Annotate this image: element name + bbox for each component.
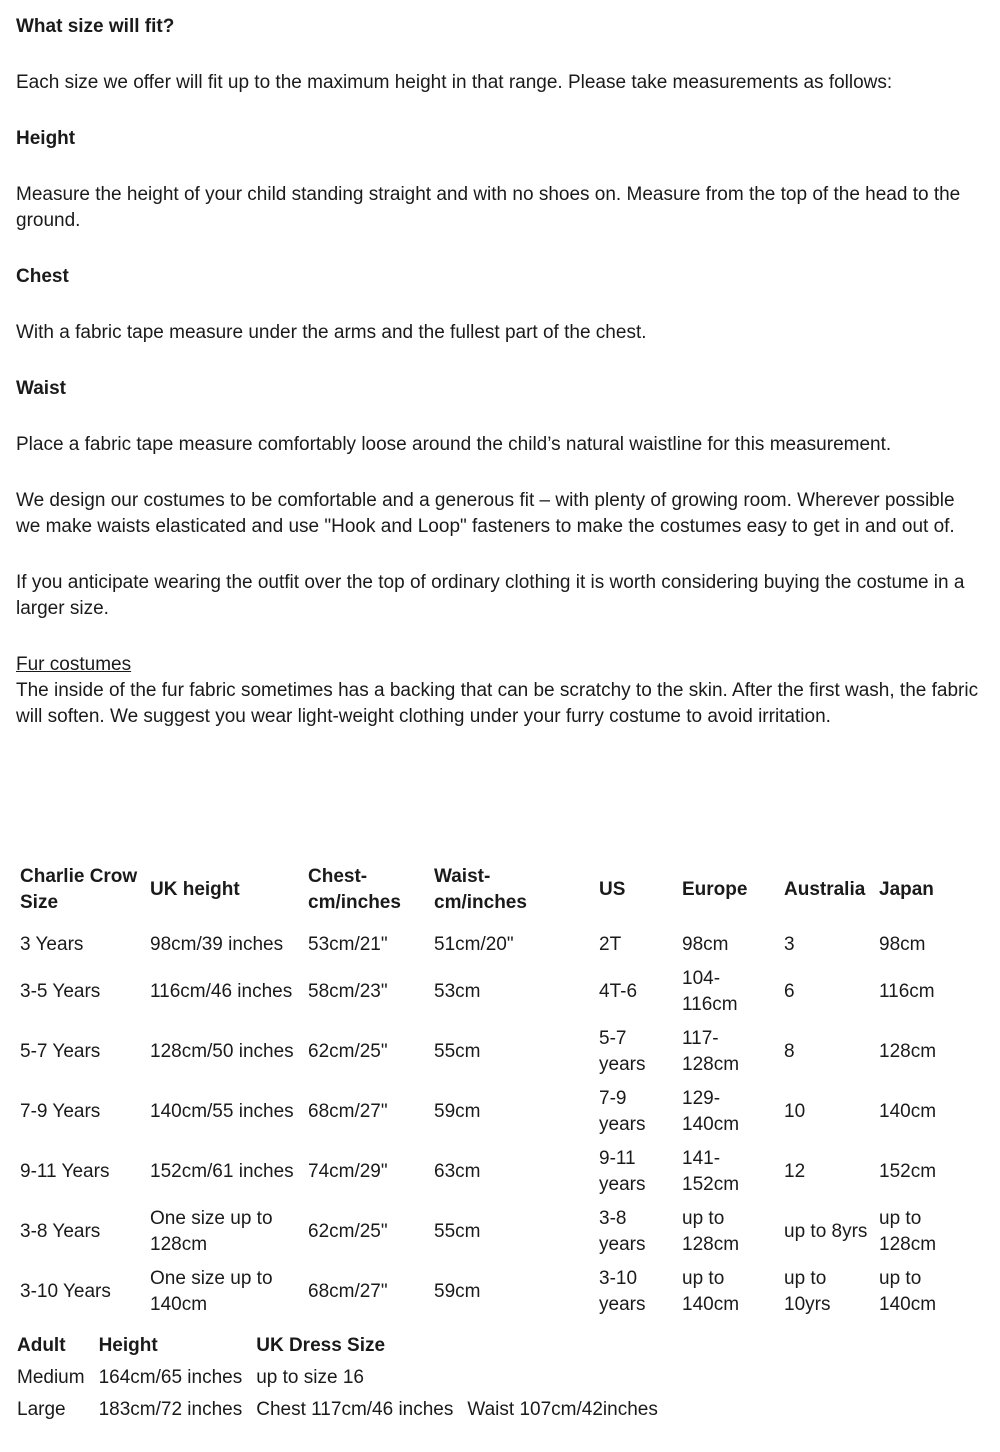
adult-header-row [17,1330,672,1362]
table-cell: 183cm/72 inches [98,1399,243,1420]
table-cell: 12 [784,1161,806,1182]
table-cell: 3-10 years [599,1268,646,1315]
header-europe: Europe [682,879,748,900]
table-cell: 68cm/27" [308,1101,388,1122]
table-cell: 3-10 Years [20,1281,111,1302]
page-title: What size will fit? [16,16,175,37]
table-cell: up to size 16 [256,1367,364,1388]
table-row [17,1362,672,1394]
table-row [20,1142,980,1202]
height-paragraph: Measure the height of your child standing straight and with no shoes on. Measure from the top of the head to the ground. [16,184,961,231]
table-cell: 140cm [879,1101,937,1122]
height-heading: Height [16,128,76,149]
table-cell: 6 [784,981,795,1002]
table-cell: up to 128cm [879,1208,937,1255]
table-cell: 140cm/55 inches [150,1101,294,1122]
table-cell: 58cm/23" [308,981,388,1002]
table-cell: 117-128cm [682,1028,740,1075]
table-cell: One size up to 140cm [150,1268,273,1315]
table-row [20,928,980,962]
table-cell: 62cm/25" [308,1041,388,1062]
table-cell: 98cm/39 inches [150,934,284,955]
table-cell: 53cm [434,981,481,1002]
table-cell: 98cm [682,934,729,955]
table-row [20,1082,980,1142]
fur-costumes-heading: Fur costumes [16,654,132,675]
table-cell: 59cm [434,1281,481,1302]
table-cell: 62cm/25" [308,1221,388,1242]
size-chart-header-row [20,860,980,928]
table-cell: 5-7 Years [20,1041,101,1062]
table-row [20,1262,980,1322]
table-cell: Waist 107cm/42inches [467,1399,658,1420]
table-cell: 59cm [434,1101,481,1122]
table-cell: 141-152cm [682,1148,740,1195]
table-cell: 63cm [434,1161,481,1182]
sizing-up-paragraph: If you anticipate wearing the outfit over the top of ordinary clothing it is worth considering buying the costume in a larger size. [16,572,965,619]
table-cell: up to 10yrs [784,1268,831,1315]
header-waist: Waist-cm/inches [434,866,527,913]
table-cell: 53cm/21" [308,934,388,955]
table-cell: 104-116cm [682,968,738,1015]
table-cell: Chest 117cm/46 inches [256,1399,454,1420]
table-cell: 51cm/20" [434,934,514,955]
table-cell: 3-5 Years [20,981,101,1002]
table-cell: 55cm [434,1041,481,1062]
table-cell: 3 Years [20,934,84,955]
table-cell: 4T-6 [599,981,638,1002]
table-cell: up to 128cm [682,1208,740,1255]
table-cell: 9-11 Years [20,1161,110,1182]
table-cell: up to 8yrs [784,1221,868,1242]
chest-paragraph: With a fabric tape measure under the arms and the fullest part of the chest. [16,322,647,343]
table-cell: 152cm [879,1161,937,1182]
table-row [20,1022,980,1082]
header-uk-height: UK height [150,879,240,900]
table-cell: 3 [784,934,795,955]
header-australia: Australia [784,879,866,900]
waist-heading: Waist [16,378,66,399]
table-cell: 129-140cm [682,1088,740,1135]
table-cell: 8 [784,1041,795,1062]
waist-paragraph: Place a fabric tape measure comfortably loose around the child’s natural waistline for this measurement. [16,434,892,455]
header-uk-dress-size: UK Dress Size [256,1335,386,1356]
table-cell: 7-9 Years [20,1101,101,1122]
header-japan: Japan [879,879,934,900]
table-cell: 116cm/46 inches [150,981,293,1002]
table-cell: One size up to 128cm [150,1208,273,1255]
table-row [20,1202,980,1262]
table-cell: 128cm [879,1041,937,1062]
table-cell: 98cm [879,934,926,955]
table-row [17,1394,672,1426]
header-adult: Adult [17,1335,66,1356]
chest-heading: Chest [16,266,69,287]
fit-note-paragraph: We design our costumes to be comfortable and a generous fit – with plenty of growing room. Wherever possible we make waists elasticated and use "Hook and Loop" fasteners to make the costumes easy to get in and out of. [16,490,955,537]
table-cell: Medium [17,1367,85,1388]
header-us: US [599,879,626,900]
table-cell: Large [17,1399,66,1420]
header-adult-extra [467,1330,671,1362]
table-cell: up to 140cm [682,1268,740,1315]
table-cell: 164cm/65 inches [98,1367,243,1388]
table-cell: 116cm [879,981,935,1002]
table-cell: 7-9 years [599,1088,646,1135]
table-cell: 55cm [434,1221,481,1242]
table-cell: 5-7 years [599,1028,646,1075]
intro-paragraph: Each size we offer will fit up to the maximum height in that range. Please take measurements as follows: [16,72,893,93]
table-cell: up to 140cm [879,1268,937,1315]
table-cell: 3-8 Years [20,1221,101,1242]
size-chart-table [20,860,980,1322]
table-cell: 152cm/61 inches [150,1161,294,1182]
fur-costumes-paragraph: The inside of the fur fabric sometimes has a backing that can be scratchy to the skin. After the first wash, the fabric will soften. We suggest you wear light-weight clothing under your furry costume to avoid irritation. [16,680,979,727]
header-chest: Chest-cm/inches [308,866,401,913]
table-cell: 2T [599,934,622,955]
table-cell: 9-11 years [599,1148,646,1195]
table-cell: 10 [784,1101,806,1122]
header-adult-height: Height [98,1335,158,1356]
table-cell: 74cm/29" [308,1161,388,1182]
header-charlie-crow-size: Charlie Crow Size [20,866,138,913]
table-row [20,962,980,1022]
table-cell: 128cm/50 inches [150,1041,294,1062]
table-cell: 68cm/27" [308,1281,388,1302]
adult-size-table [17,1330,672,1426]
table-cell [467,1362,671,1394]
table-cell: 3-8 years [599,1208,646,1255]
